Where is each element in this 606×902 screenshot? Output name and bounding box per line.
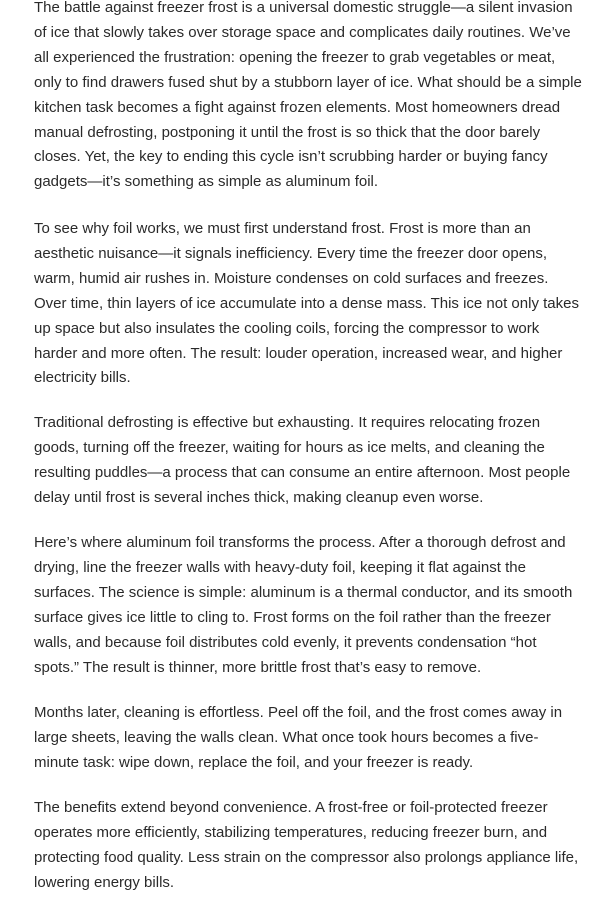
paragraph-aluminum-foil: Here’s where aluminum foil transforms the process. After a thorough defrost and drying, line the freezer walls with heavy-duty foil, keeping it flat against the surfaces. The science is simple: aluminum is a thermal conductor, and its smooth surface gives ice little to cling to. Frost forms on the foil rather than the freezer walls, and because foil distributes cold evenly, it prevents condensation “hot spots.” The result is thinner, more brittle frost that’s easy to remove. (34, 534, 573, 676)
paragraph-traditional-defrosting: Traditional defrosting is effective but exhausting. It requires relocating frozen goods, turning off the freezer, waiting for hours as ice melts, and cleaning the resulting puddles—a process that can consume an entire afternoon. Most people delay until frost is several inches thick, making cleanup even worse. (34, 414, 571, 506)
paragraph-intro: The battle against freezer frost is a universal domestic struggle—a silent invasion of ice that slowly takes over storage space and complicates daily routines. We’ve all experienced the frustration: opening the freezer to grab vegetables or meat, only to find drawers fused shut by a stubborn layer of ice. What should be a simple kitchen task becomes a fight against frozen elements. Most homeowners dread manual defrosting, postponing it until the frost is so thick that the door barely closes. Yet, the key to ending this cycle isn’t scrubbing harder or buying fancy gadgets—it’s something as simple as aluminum foil. (34, 0, 582, 191)
paragraph-frost-explained: To see why foil works, we must first understand frost. Frost is more than an aesthetic nuisance—it signals inefficiency. Every time the freezer door opens, warm, humid air rushes in. Moisture condenses on cold surfaces and freezes. Over time, thin layers of ice accumulate into a dense mass. This ice not only takes up space but also insulates the cooling coils, forcing the compressor to work harder and more often. The result: louder operation, increased wear, and higher electricity bills. (34, 220, 579, 387)
paragraph-benefits: The benefits extend beyond convenience. A frost-free or foil-protected freezer operates more efficiently, stabilizing temperatures, reducing freezer burn, and protecting food quality. Less strain on the compressor also prolongs appliance life, lowering energy bills. (34, 799, 579, 891)
paragraph-cleaning: Months later, cleaning is effortless. Peel off the foil, and the frost comes away in large sheets, leaving the walls clean. What once took hours becomes a five-minute task: wipe down, replace the foil, and your freezer is ready. (34, 704, 563, 771)
